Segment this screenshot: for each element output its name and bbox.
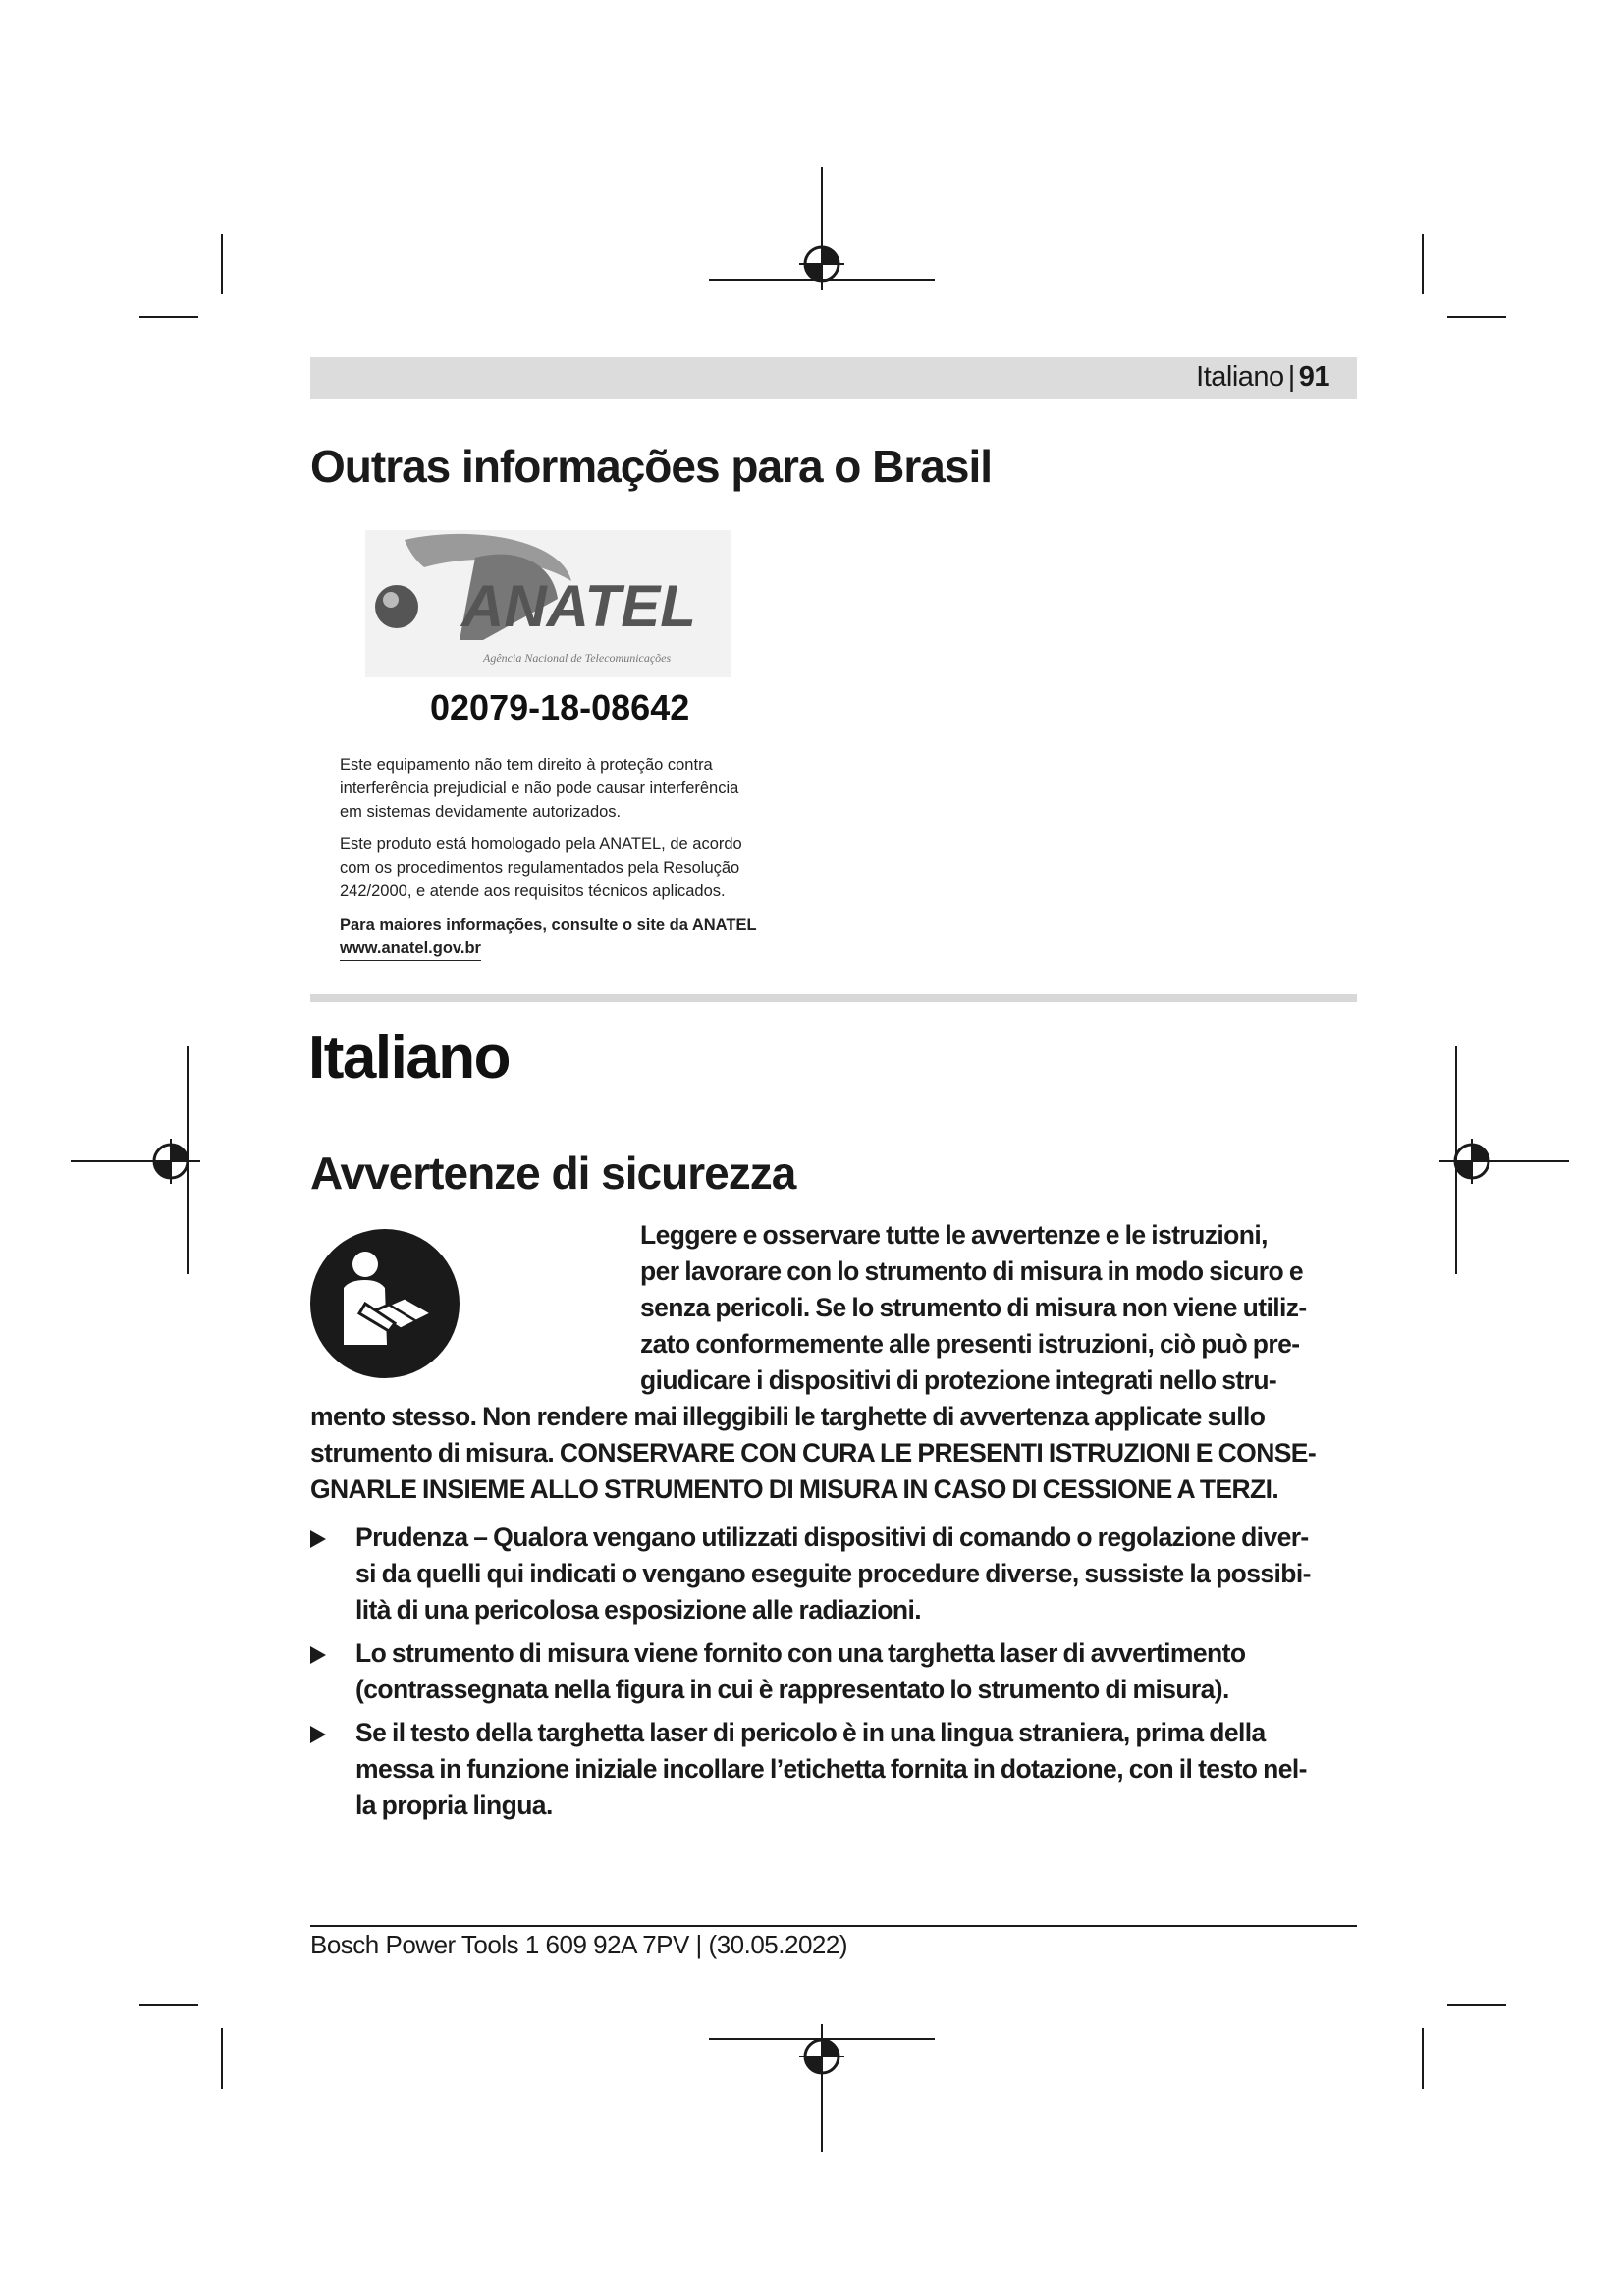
- section-divider: [310, 994, 1357, 1002]
- text-line: Este equipamento não tem direito à proteção contra: [340, 756, 713, 774]
- text-line: interferência prejudicial e não pode causar interferência: [340, 779, 739, 797]
- read-manual-icon: [310, 1229, 460, 1378]
- section-title-brasil: Outras informações para o Brasil: [310, 441, 993, 492]
- text-line: mento stesso. Non rendere mai illeggibili le targhette di avvertenza applicate sullo: [310, 1402, 1266, 1431]
- page-header: [1196, 361, 1329, 394]
- bullet-arrow-icon: [310, 1530, 326, 1548]
- text-line: Leggere e osservare tutte le avvertenze e le istruzioni,: [640, 1220, 1268, 1250]
- anatel-logo-word: ANATEL: [461, 573, 696, 639]
- anatel-paragraph-2: [340, 832, 801, 903]
- text-line: Prudenza – Qualora vengano utilizzati dispositivi di comando o regolazione diver-: [355, 1522, 1309, 1552]
- bullet-arrow-icon: [310, 1726, 326, 1743]
- page-header-bar: [310, 357, 1357, 399]
- crop-mark: [1422, 2028, 1424, 2089]
- text-line: lità di una pericolosa esposizione alle radiazioni.: [355, 1595, 922, 1625]
- text-line: Para maiores informações, consulte o site da ANATEL: [340, 916, 757, 934]
- text-line: zato conformemente alle presenti istruzioni, ciò può pre-: [640, 1329, 1300, 1359]
- crop-mark: [1422, 234, 1424, 294]
- registration-mark-icon: [797, 240, 846, 289]
- text-line: giudicare i dispositivi di protezione integrati nello stru-: [640, 1365, 1277, 1395]
- page-footer: Bosch Power Tools 1 609 92A 7PV | (30.05.2022): [310, 1930, 847, 1959]
- text-line: messa in funzione iniziale incollare l’etichetta fornita in dotazione, con il testo nel-: [355, 1754, 1307, 1784]
- text-line: 242/2000, e atende aos requisitos técnicos aplicados.: [340, 882, 726, 900]
- text-line: GNARLE INSIEME ALLO STRUMENTO DI MISURA IN CASO DI CESSIONE A TERZI.: [310, 1474, 1279, 1504]
- anatel-paragraph-3: [340, 913, 801, 961]
- anatel-url-link[interactable]: www.anatel.gov.br: [340, 936, 481, 961]
- anatel-logo: [365, 530, 731, 677]
- intro-paragraph-top: [640, 1217, 1367, 1399]
- anatel-code: 02079-18-08642: [430, 687, 690, 727]
- text-line: em sistemas devidamente autorizados.: [340, 803, 622, 821]
- page-number: 91: [1298, 361, 1329, 393]
- text-line: la propria lingua.: [355, 1790, 553, 1820]
- text-line: strumento di misura. CONSERVARE CON CURA LE PRESENTI ISTRUZIONI E CONSE-: [310, 1438, 1317, 1468]
- registration-mark-icon: [797, 2032, 846, 2081]
- list-item: [310, 1715, 1361, 1824]
- text-line: Lo strumento di misura viene fornito con una targhetta laser di avvertimento: [355, 1638, 1246, 1668]
- text-line: Se il testo della targhetta laser di pericolo è in una lingua straniera, prima della: [355, 1718, 1266, 1747]
- crop-mark: [1447, 2004, 1506, 2006]
- anatel-logo-subtitle: Agência Nacional de Telecomunicações: [483, 651, 672, 665]
- crop-mark: [221, 234, 223, 294]
- chapter-title-italiano: Italiano: [308, 1024, 511, 1092]
- registration-mark-icon: [1447, 1137, 1496, 1186]
- crop-mark: [139, 316, 198, 318]
- crop-mark: [139, 2004, 198, 2006]
- list-item: [310, 1635, 1361, 1708]
- bullet-arrow-icon: [310, 1646, 326, 1664]
- text-line: per lavorare con lo strumento di misura in modo sicuro e: [640, 1256, 1304, 1286]
- text-line: si da quelli qui indicati o vengano eseguite procedure diverse, sussiste la possibi-: [355, 1559, 1311, 1588]
- text-line: senza pericoli. Se lo strumento di misura non viene utiliz-: [640, 1293, 1307, 1322]
- text-line: (contrassegnata nella figura in cui è rappresentato lo strumento di misura).: [355, 1675, 1229, 1704]
- header-separator: |: [1287, 361, 1295, 393]
- header-language: Italiano: [1196, 361, 1284, 393]
- list-item: [310, 1520, 1361, 1629]
- crop-mark: [221, 2028, 223, 2089]
- text-line: Este produto está homologado pela ANATEL, de acordo: [340, 835, 742, 853]
- section-title-avvertenze: Avvertenze di sicurezza: [310, 1148, 796, 1199]
- anatel-paragraph-1: [340, 753, 801, 824]
- text-line: com os procedimentos regulamentados pela Resolução: [340, 859, 740, 877]
- registration-mark-icon: [146, 1137, 195, 1186]
- crop-mark: [1447, 316, 1506, 318]
- footer-rule: [310, 1925, 1357, 1927]
- intro-paragraph-bottom: [310, 1399, 1361, 1508]
- warning-list: [310, 1520, 1361, 1831]
